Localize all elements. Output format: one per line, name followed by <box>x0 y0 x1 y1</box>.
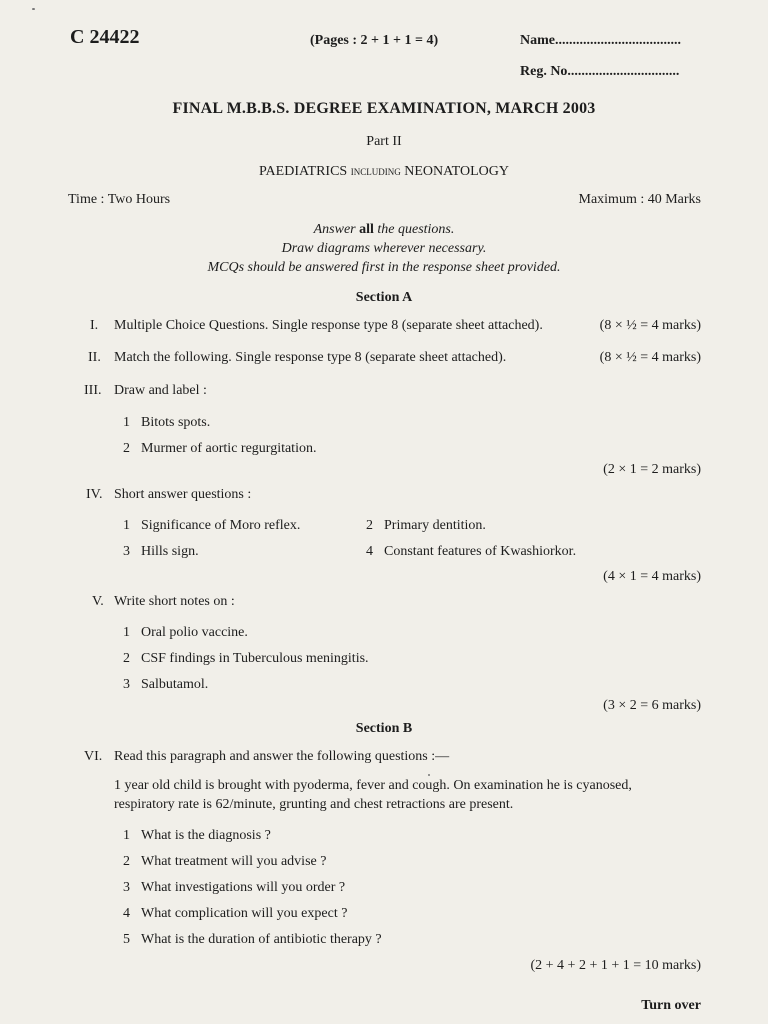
question-marks: (3 × 2 = 6 marks) <box>603 698 701 713</box>
item-number: 1 <box>123 625 130 640</box>
list-item <box>366 518 486 534</box>
section-a-heading: Section A <box>355 290 413 305</box>
item-number: 2 <box>366 518 373 533</box>
item-text: What complication will you expect ? <box>141 906 348 921</box>
question-marks: (4 × 1 = 4 marks) <box>603 569 701 584</box>
question-marks: (2 + 4 + 2 + 1 + 1 = 10 marks) <box>530 958 701 973</box>
list-item <box>123 625 248 641</box>
list-item <box>123 828 271 844</box>
instruction-mcq: MCQs should be answered first in the response sheet provided. <box>207 260 561 275</box>
list-item <box>123 906 347 922</box>
question-text: Multiple Choice Questions. Single response type 8 (separate sheet attached). <box>114 318 543 333</box>
item-text: Significance of Moro reflex. <box>141 518 301 533</box>
item-number: 2 <box>123 854 130 869</box>
page-count: (Pages : 2 + 1 + 1 = 4) <box>310 33 439 48</box>
item-text: What treatment will you advise ? <box>141 854 327 869</box>
exam-part: Part II <box>366 134 402 149</box>
item-text: Hills sign. <box>141 544 199 559</box>
list-item <box>123 518 300 534</box>
list-item <box>123 880 345 896</box>
item-text: Murmer of aortic regurgitation. <box>141 441 317 456</box>
list-item <box>366 544 576 560</box>
item-number: 4 <box>123 906 130 921</box>
item-text: Oral polio vaccine. <box>141 625 248 640</box>
item-number: 3 <box>123 880 130 895</box>
exam-max-marks: Maximum : 40 Marks <box>578 192 701 207</box>
item-number: 1 <box>123 828 130 843</box>
question-number: V. <box>92 594 104 609</box>
item-text: What is the diagnosis ? <box>141 828 271 843</box>
scan-speck <box>428 774 430 776</box>
list-item <box>123 544 199 560</box>
scan-speck <box>32 8 35 10</box>
instruction-part: Answer <box>313 222 360 237</box>
exam-time: Time : Two Hours <box>68 192 171 207</box>
item-number: 3 <box>123 677 130 692</box>
question-text: Match the following. Single response type 8 (separate sheet attached). <box>114 350 507 365</box>
item-number: 2 <box>123 651 130 666</box>
question-number: VI. <box>84 749 103 764</box>
case-paragraph-line-1: 1 year old child is brought with pyoderma, fever and cough. On examination he is cyanosed, <box>114 778 632 793</box>
item-number: 2 <box>123 441 130 456</box>
subject-sub: NEONATOLOGY <box>404 164 509 179</box>
case-paragraph-line-2: respiratory rate is 62/minute, grunting and chest retractions are present. <box>114 797 514 812</box>
item-number: 1 <box>123 415 130 430</box>
item-text: Salbutamol. <box>141 677 209 692</box>
item-text: Bitots spots. <box>141 415 211 430</box>
item-number: 3 <box>123 544 130 559</box>
question-number: II. <box>88 350 101 365</box>
question-number: IV. <box>86 487 103 502</box>
instruction-answer-all <box>0 222 768 238</box>
exam-code: C 24422 <box>70 26 140 48</box>
question-marks: (8 × ½ = 4 marks) <box>599 318 701 333</box>
exam-subject <box>0 163 768 180</box>
item-number: 1 <box>123 518 130 533</box>
question-text: Short answer questions : <box>114 487 252 502</box>
instruction-emphasis: all <box>359 222 374 237</box>
question-number: III. <box>84 383 102 398</box>
item-number: 4 <box>366 544 373 559</box>
item-text: What investigations will you order ? <box>141 880 346 895</box>
list-item <box>123 415 210 431</box>
instruction-part: the questions. <box>373 222 455 237</box>
item-text: Primary dentition. <box>384 518 486 533</box>
reg-no-field-label: Reg. No................................ <box>520 64 680 79</box>
item-text: Constant features of Kwashiorkor. <box>384 544 577 559</box>
list-item <box>123 677 208 693</box>
question-text: Draw and label : <box>114 383 207 398</box>
question-marks: (2 × 1 = 2 marks) <box>603 462 701 477</box>
turn-over-label: Turn over <box>641 998 701 1013</box>
question-text: Write short notes on : <box>114 594 235 609</box>
item-number: 5 <box>123 932 130 947</box>
item-text: CSF findings in Tuberculous meningitis. <box>141 651 369 666</box>
list-item <box>123 932 382 948</box>
item-text: What is the duration of antibiotic therapy ? <box>141 932 382 947</box>
list-item <box>123 441 316 457</box>
exam-title: FINAL M.B.B.S. DEGREE EXAMINATION, MARCH 2003 <box>172 100 596 117</box>
name-field-label: Name.................................... <box>520 33 681 48</box>
subject-joiner: including <box>350 163 401 178</box>
question-number: I. <box>90 318 99 333</box>
list-item <box>123 651 369 667</box>
subject-main: PAEDIATRICS <box>259 164 348 179</box>
question-marks: (8 × ½ = 4 marks) <box>599 350 701 365</box>
section-b-heading: Section B <box>355 721 413 736</box>
question-text: Read this paragraph and answer the following questions :— <box>114 749 450 764</box>
list-item <box>123 854 326 870</box>
instruction-diagrams: Draw diagrams wherever necessary. <box>281 241 487 256</box>
